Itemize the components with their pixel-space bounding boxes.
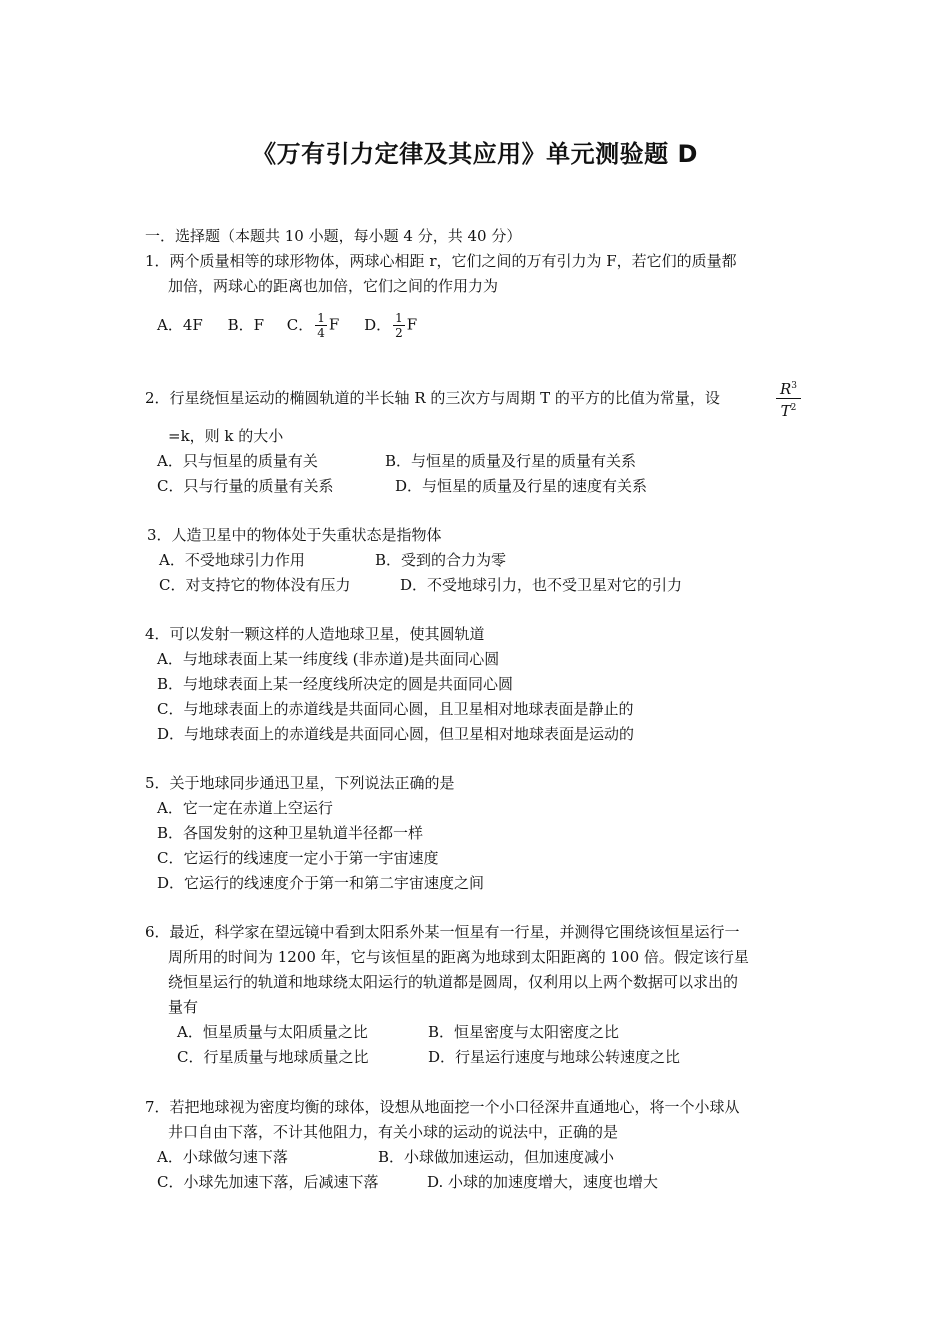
question-6-option-a: A．恒星质量与太阳质量之比 <box>177 1023 368 1041</box>
question-5-option-b: B．各国发射的这种卫星轨道半径都一样 <box>157 824 424 842</box>
option-b: B．F <box>227 315 265 334</box>
question-3-option-c: C．对支持它的物体没有压力 <box>159 576 351 594</box>
question-2-option-d: D．与恒星的质量及行星的速度有关系 <box>395 477 648 495</box>
fraction-r3-over-t2: $\frac{R^3}{T^2}$ <box>776 377 801 420</box>
question-2-option-a: A．只与恒星的质量有关 <box>157 452 318 470</box>
question-4-option-a: A．与地球表面上某一纬度线 (非赤道)是共面同心圆 <box>157 650 500 668</box>
question-3-text: 3．人造卫星中的物体处于失重状态是指物体 <box>147 526 442 544</box>
question-6-option-c: C．行星质量与地球质量之比 <box>177 1048 369 1066</box>
question-7-text: 7．若把地球视为密度均衡的球体，设想从地面挖一个小口径深井直通地心，将一个小球从 <box>145 1098 740 1116</box>
question-7-option-a: A．小球做匀速下落 <box>157 1148 288 1166</box>
question-6-option-b: B．恒星密度与太阳密度之比 <box>428 1023 620 1041</box>
question-1-text: 1．两个质量相等的球形物体，两球心相距 r，它们之间的万有引力为 F，若它们的质量都 <box>145 252 737 270</box>
question-3-option-d: D．不受地球引力，也不受卫星对它的引力 <box>400 576 683 594</box>
question-3-option-a: A．不受地球引力作用 <box>159 551 305 569</box>
question-5-option-d: D．它运行的线速度介于第一和第二宇宙速度之间 <box>157 874 485 892</box>
question-5-text: 5．关于地球同步通迅卫星，下列说法正确的是 <box>145 774 455 792</box>
option-c-unit: F <box>328 315 340 334</box>
question-5-option-c: C．它运行的线速度一定小于第一宇宙速度 <box>157 849 439 867</box>
question-7-text-cont: 井口自由下落，不计其他阻力，有关小球的运动的说法中，正确的是 <box>168 1123 619 1141</box>
question-4-option-c: C．与地球表面上的赤道线是共面同心圆，且卫星相对地球表面是静止的 <box>157 700 634 718</box>
question-6-text-cont-1: 周所用的时间为 1200 年，它与该恒星的距离为地球到太阳距离的 100 倍。假定该行星 <box>168 948 749 966</box>
question-5-option-a: A．它一定在赤道上空运行 <box>157 799 333 817</box>
option-a: A．4F <box>157 315 203 334</box>
question-1-text-cont: 加倍，两球心的距离也加倍，它们之间的作用力为 <box>168 277 499 295</box>
question-7-option-c: C．小球先加速下落，后减速下落 <box>157 1173 379 1191</box>
question-1-options <box>157 311 417 340</box>
question-2-option-c: C．只与行量的质量有关系 <box>157 477 334 495</box>
question-3-option-b: B．受到的合力为零 <box>375 551 507 569</box>
fraction-one-half: $\frac{1}{2}$ <box>395 311 403 340</box>
question-6-text-cont-3: 量有 <box>168 998 199 1016</box>
question-4-option-d: D．与地球表面上的赤道线是共面同心圆，但卫星相对地球表面是运动的 <box>157 725 635 743</box>
fraction-one-quarter: $\frac{1}{4}$ <box>317 311 325 340</box>
option-c: C． <box>286 315 314 334</box>
question-7-option-d: D. 小球的加速度增大，速度也增大 <box>427 1173 659 1191</box>
question-7-option-b: B．小球做加速运动，但加速度减小 <box>378 1148 615 1166</box>
question-6-text: 6．最近，科学家在望远镜中看到太阳系外某一恒星有一行星，并测得它围绕该恒星运行一 <box>145 923 740 941</box>
question-2-text-cont: =k，则 k 的大小 <box>168 427 284 445</box>
option-d: D． <box>364 315 392 334</box>
question-6-option-d: D．行星运行速度与地球公转速度之比 <box>428 1048 681 1066</box>
question-6-text-cont-2: 绕恒星运行的轨道和地球绕太阳运行的轨道都是圆周，仅利用以上两个数据可以求出的 <box>168 973 739 991</box>
question-2-text: 2．行星绕恒星运动的椭圆轨道的半长轴 R 的三次方与周期 T 的平方的比值为常量，设 <box>145 389 720 407</box>
question-2-option-b: B．与恒星的质量及行星的质量有关系 <box>385 452 637 470</box>
section-heading: 一．选择题（本题共 10 小题，每小题 4 分，共 40 分） <box>145 227 522 245</box>
option-d-unit: F <box>406 315 418 334</box>
page-title: 《万有引力定律及其应用》单元测验题 D <box>252 140 698 168</box>
question-4-text: 4．可以发射一颗这样的人造地球卫星，使其圆轨道 <box>145 625 485 643</box>
question-4-option-b: B．与地球表面上某一经度线所决定的圆是共面同心圆 <box>157 675 514 693</box>
